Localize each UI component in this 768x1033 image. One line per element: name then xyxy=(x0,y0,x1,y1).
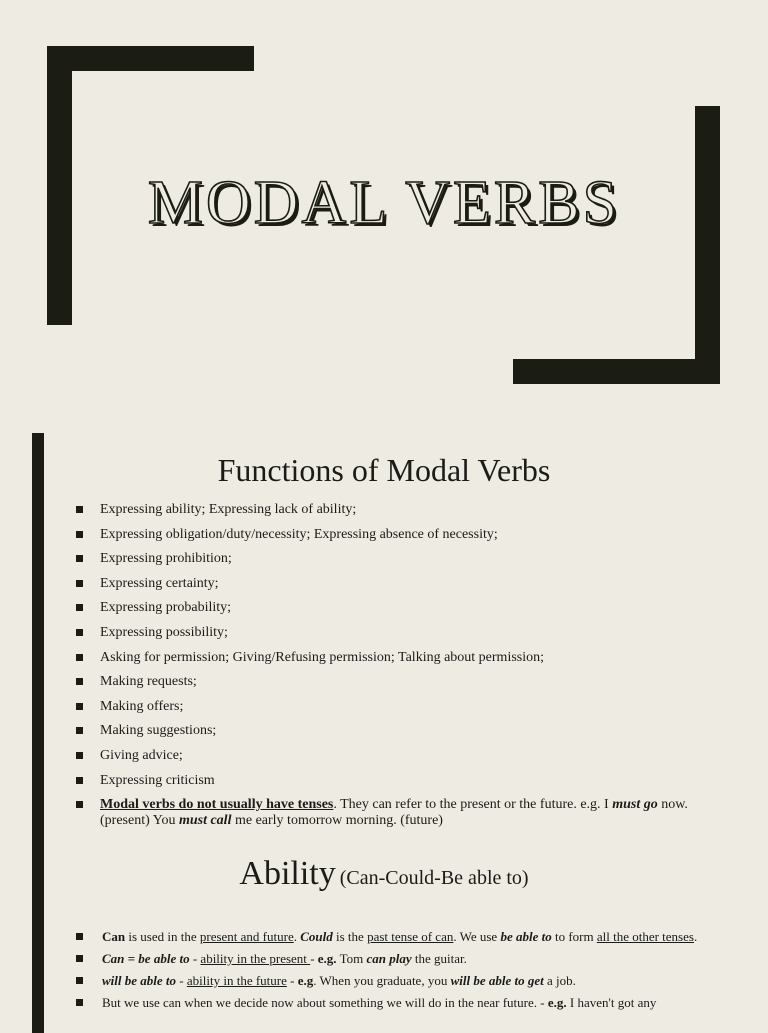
slide-title: MODAL VERBS xyxy=(147,169,621,237)
functions-list xyxy=(74,502,694,838)
tenses-note: Modal verbs do not usually have tenses. They can refer to the present or the future. e.g. I must go now. (present) You must call me early tomorrow morning. (future) xyxy=(74,797,694,829)
square-bullet-icon xyxy=(76,580,83,587)
square-bullet-icon xyxy=(76,752,83,759)
square-bullet-icon xyxy=(76,629,83,636)
frame-top-left-horizontal xyxy=(47,46,254,71)
left-accent-bar xyxy=(32,433,44,1033)
square-bullet-icon xyxy=(76,531,83,538)
list-item: Expressing prohibition; xyxy=(74,551,694,567)
square-bullet-icon xyxy=(76,955,83,962)
functions-slide xyxy=(0,420,768,1024)
list-item: Expressing ability; Expressing lack of ability; xyxy=(74,502,694,518)
square-bullet-icon xyxy=(76,703,83,710)
list-item: Giving advice; xyxy=(74,748,694,764)
title-slide xyxy=(0,0,768,420)
square-bullet-icon xyxy=(76,801,83,808)
square-bullet-icon xyxy=(76,999,83,1006)
list-item: Expressing possibility; xyxy=(74,625,694,641)
list-item: Making requests; xyxy=(74,674,694,690)
ability-list xyxy=(74,930,722,1018)
list-item: Expressing probability; xyxy=(74,600,694,616)
frame-bottom-right-horizontal xyxy=(513,359,720,384)
list-item: Expressing obligation/duty/necessity; Expressing absence of necessity; xyxy=(74,527,694,543)
square-bullet-icon xyxy=(76,604,83,611)
list-item: Expressing criticism xyxy=(74,773,694,789)
frame-bottom-right-vertical xyxy=(695,106,720,384)
list-item: Asking for permission; Giving/Refusing permission; Talking about permission; xyxy=(74,650,694,666)
square-bullet-icon xyxy=(76,727,83,734)
square-bullet-icon xyxy=(76,678,83,685)
square-bullet-icon xyxy=(76,977,83,984)
list-item: Making suggestions; xyxy=(74,723,694,739)
square-bullet-icon xyxy=(76,506,83,513)
list-item: Making offers; xyxy=(74,699,694,715)
list-item: Can is used in the present and future. Could is the past tense of can. We use be able to to form all the other tenses. xyxy=(74,930,722,943)
square-bullet-icon xyxy=(76,555,83,562)
ability-heading: Ability (Can-Could-Be able to) xyxy=(239,855,529,892)
list-item: But we use can when we decide now about something we will do in the near future. - e.g. I haven't got any xyxy=(74,996,722,1009)
square-bullet-icon xyxy=(76,654,83,661)
list-item: will be able to - ability in the future - e.g. When you graduate, you will be able to get a job. xyxy=(74,974,722,987)
list-item: Can = be able to - ability in the present - e.g. Tom can play the guitar. xyxy=(74,952,722,965)
functions-heading: Functions of Modal Verbs xyxy=(217,452,551,488)
square-bullet-icon xyxy=(76,933,83,940)
square-bullet-icon xyxy=(76,777,83,784)
list-item: Expressing certainty; xyxy=(74,576,694,592)
